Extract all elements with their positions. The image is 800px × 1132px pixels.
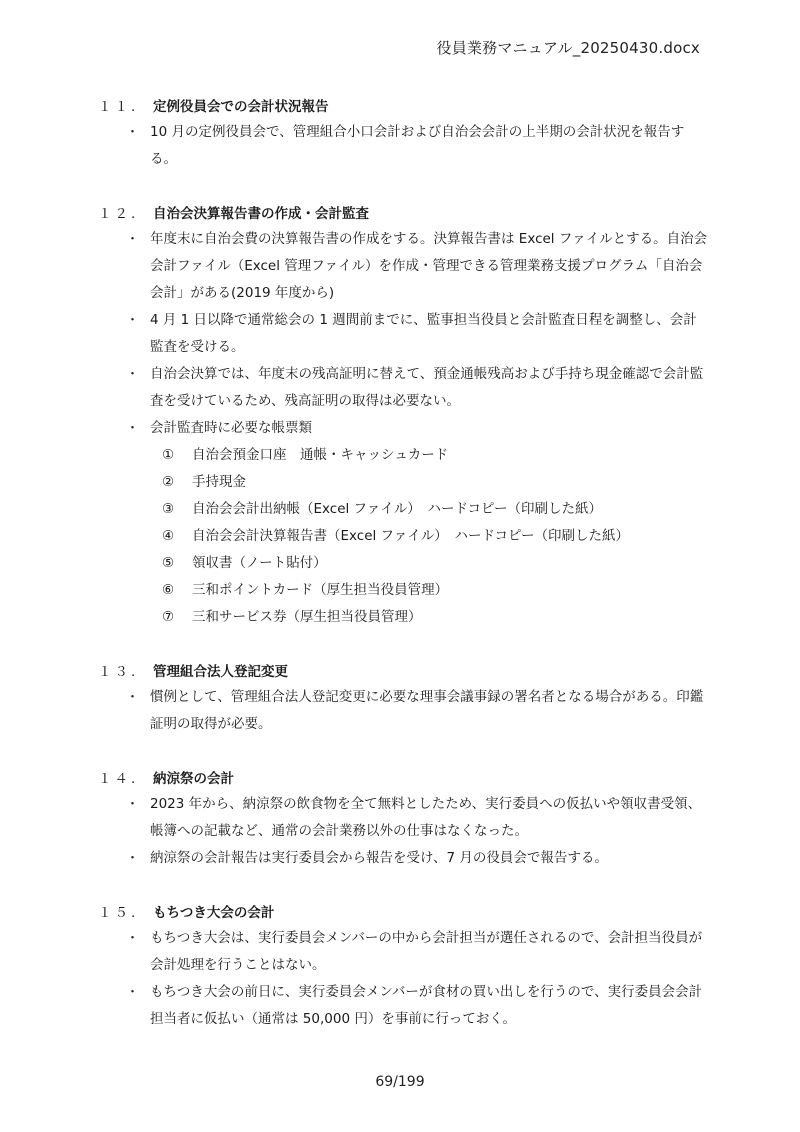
list-item-text: 自治会預金口座 通帳・キャッシュカード: [192, 447, 449, 463]
list-item-number: ⑥: [162, 582, 175, 598]
bullet-item: [0, 361, 800, 415]
list-item: [0, 604, 800, 631]
bullet-dot-icon: ・: [126, 931, 140, 946]
bullet-dot-icon: ・: [126, 367, 140, 382]
page-number: 69/199: [375, 1074, 425, 1090]
list-item-text: 三和ポイントカード（厚生担当役員管理）: [192, 582, 449, 598]
bullet-item: [0, 119, 800, 173]
section-12: [0, 202, 800, 631]
list-item-number: ②: [162, 474, 175, 490]
list-item: [0, 496, 800, 523]
bullet-text: 会計監査時に必要な帳票類: [150, 420, 312, 436]
document-body: [0, 95, 800, 1062]
bullet-text: 10 月の定例役員会で、管理組合小口会計および自治会会計の上半期の会計状況を報告する。: [150, 124, 685, 167]
section-title: 自治会決算報告書の作成・会計監査: [153, 206, 369, 222]
bullet-dot-icon: ・: [126, 985, 140, 1000]
section-number: １１.: [98, 99, 139, 115]
list-item-number: ③: [162, 501, 175, 517]
section-11: [0, 95, 800, 173]
bullet-item: [0, 845, 800, 872]
bullet-item: [0, 226, 800, 307]
section-13: [0, 660, 800, 738]
bullet-dot-icon: ・: [126, 797, 140, 812]
bullet-dot-icon: ・: [126, 313, 140, 328]
list-item-number: ④: [162, 528, 175, 544]
bullet-item: [0, 684, 800, 738]
list-item: [0, 523, 800, 550]
bullet-item: [0, 979, 800, 1033]
bullet-dot-icon: ・: [126, 125, 140, 140]
bullet-item: [0, 307, 800, 361]
list-item-text: 自治会会計出納帳（Excel ファイル） ハードコピー（印刷した紙）: [192, 501, 602, 517]
section-heading: [0, 202, 800, 226]
section-15: [0, 901, 800, 1033]
list-item-text: 領収書（ノート貼付）: [192, 555, 327, 571]
bullet-item: [0, 415, 800, 442]
bullet-dot-icon: ・: [126, 851, 140, 866]
section-title: 管理組合法人登記変更: [153, 664, 288, 680]
list-item: [0, 442, 800, 469]
list-item-text: 自治会会計決算報告書（Excel ファイル） ハードコピー（印刷した紙）: [192, 528, 629, 544]
list-item: [0, 577, 800, 604]
bullet-text: 自治会決算では、年度末の残高証明に替えて、預金通帳残高および手持ち現金確認で会計監査を受けているため、残高証明の取得は必要ない。: [150, 366, 704, 409]
section-heading: [0, 660, 800, 684]
section-heading: [0, 95, 800, 119]
bullet-text: 4 月 1 日以降で通常総会の 1 週間前までに、監事担当役員と会計監査日程を調整し、会計監査を受ける。: [150, 312, 697, 355]
bullet-text: 2023 年から、納涼祭の飲食物を全て無料としたため、実行委員への仮払いや領収書受領、帳簿への記載など、通常の会計業務以外の仕事はなくなった。: [150, 796, 702, 839]
section-title: 納涼祭の会計: [153, 771, 234, 787]
list-item: [0, 550, 800, 577]
bullet-item: [0, 925, 800, 979]
list-item: [0, 469, 800, 496]
document-filename: 役員業務マニュアル_20250430.docx: [436, 39, 700, 57]
bullet-text: 納涼祭の会計報告は実行委員会から報告を受け、7 月の役員会で報告する。: [150, 850, 608, 866]
list-item-text: 手持現金: [192, 474, 246, 490]
section-number: １３.: [98, 664, 139, 680]
section-number: １４.: [98, 771, 139, 787]
section-number: １２.: [98, 206, 139, 222]
list-item-number: ⑦: [162, 609, 175, 625]
bullet-text: もちつき大会は、実行委員会メンバーの中から会計担当が選任されるので、会計担当役員が会計処理を行うことはない。: [150, 930, 703, 973]
section-title: 定例役員会での会計状況報告: [153, 99, 329, 115]
bullet-dot-icon: ・: [126, 421, 140, 436]
list-item-number: ⑤: [162, 555, 175, 571]
bullet-item: [0, 791, 800, 845]
bullet-dot-icon: ・: [126, 690, 140, 705]
list-item-number: ①: [162, 447, 175, 463]
section-14: [0, 767, 800, 872]
bullet-text: もちつき大会の前日に、実行委員会メンバーが食材の買い出しを行うので、実行委員会会計担当者に仮払い（通常は 50,000 円）を事前に行っておく。: [150, 984, 703, 1027]
section-heading: [0, 901, 800, 925]
required-documents-list: [0, 442, 800, 631]
section-number: １５.: [98, 905, 139, 921]
section-title: もちつき大会の会計: [153, 905, 275, 921]
bullet-text: 年度末に自治会費の決算報告書の作成をする。決算報告書は Excel ファイルとする。自治会会計ファイル（Excel 管理ファイル）を作成・管理できる管理業務支援プログラム「自治会会計」がある(2019 年度から): [150, 231, 708, 301]
section-heading: [0, 767, 800, 791]
bullet-dot-icon: ・: [126, 232, 140, 247]
list-item-text: 三和サービス券（厚生担当役員管理）: [192, 609, 422, 625]
bullet-text: 慣例として、管理組合法人登記変更に必要な理事会議事録の署名者となる場合がある。印鑑証明の取得が必要。: [150, 689, 704, 732]
